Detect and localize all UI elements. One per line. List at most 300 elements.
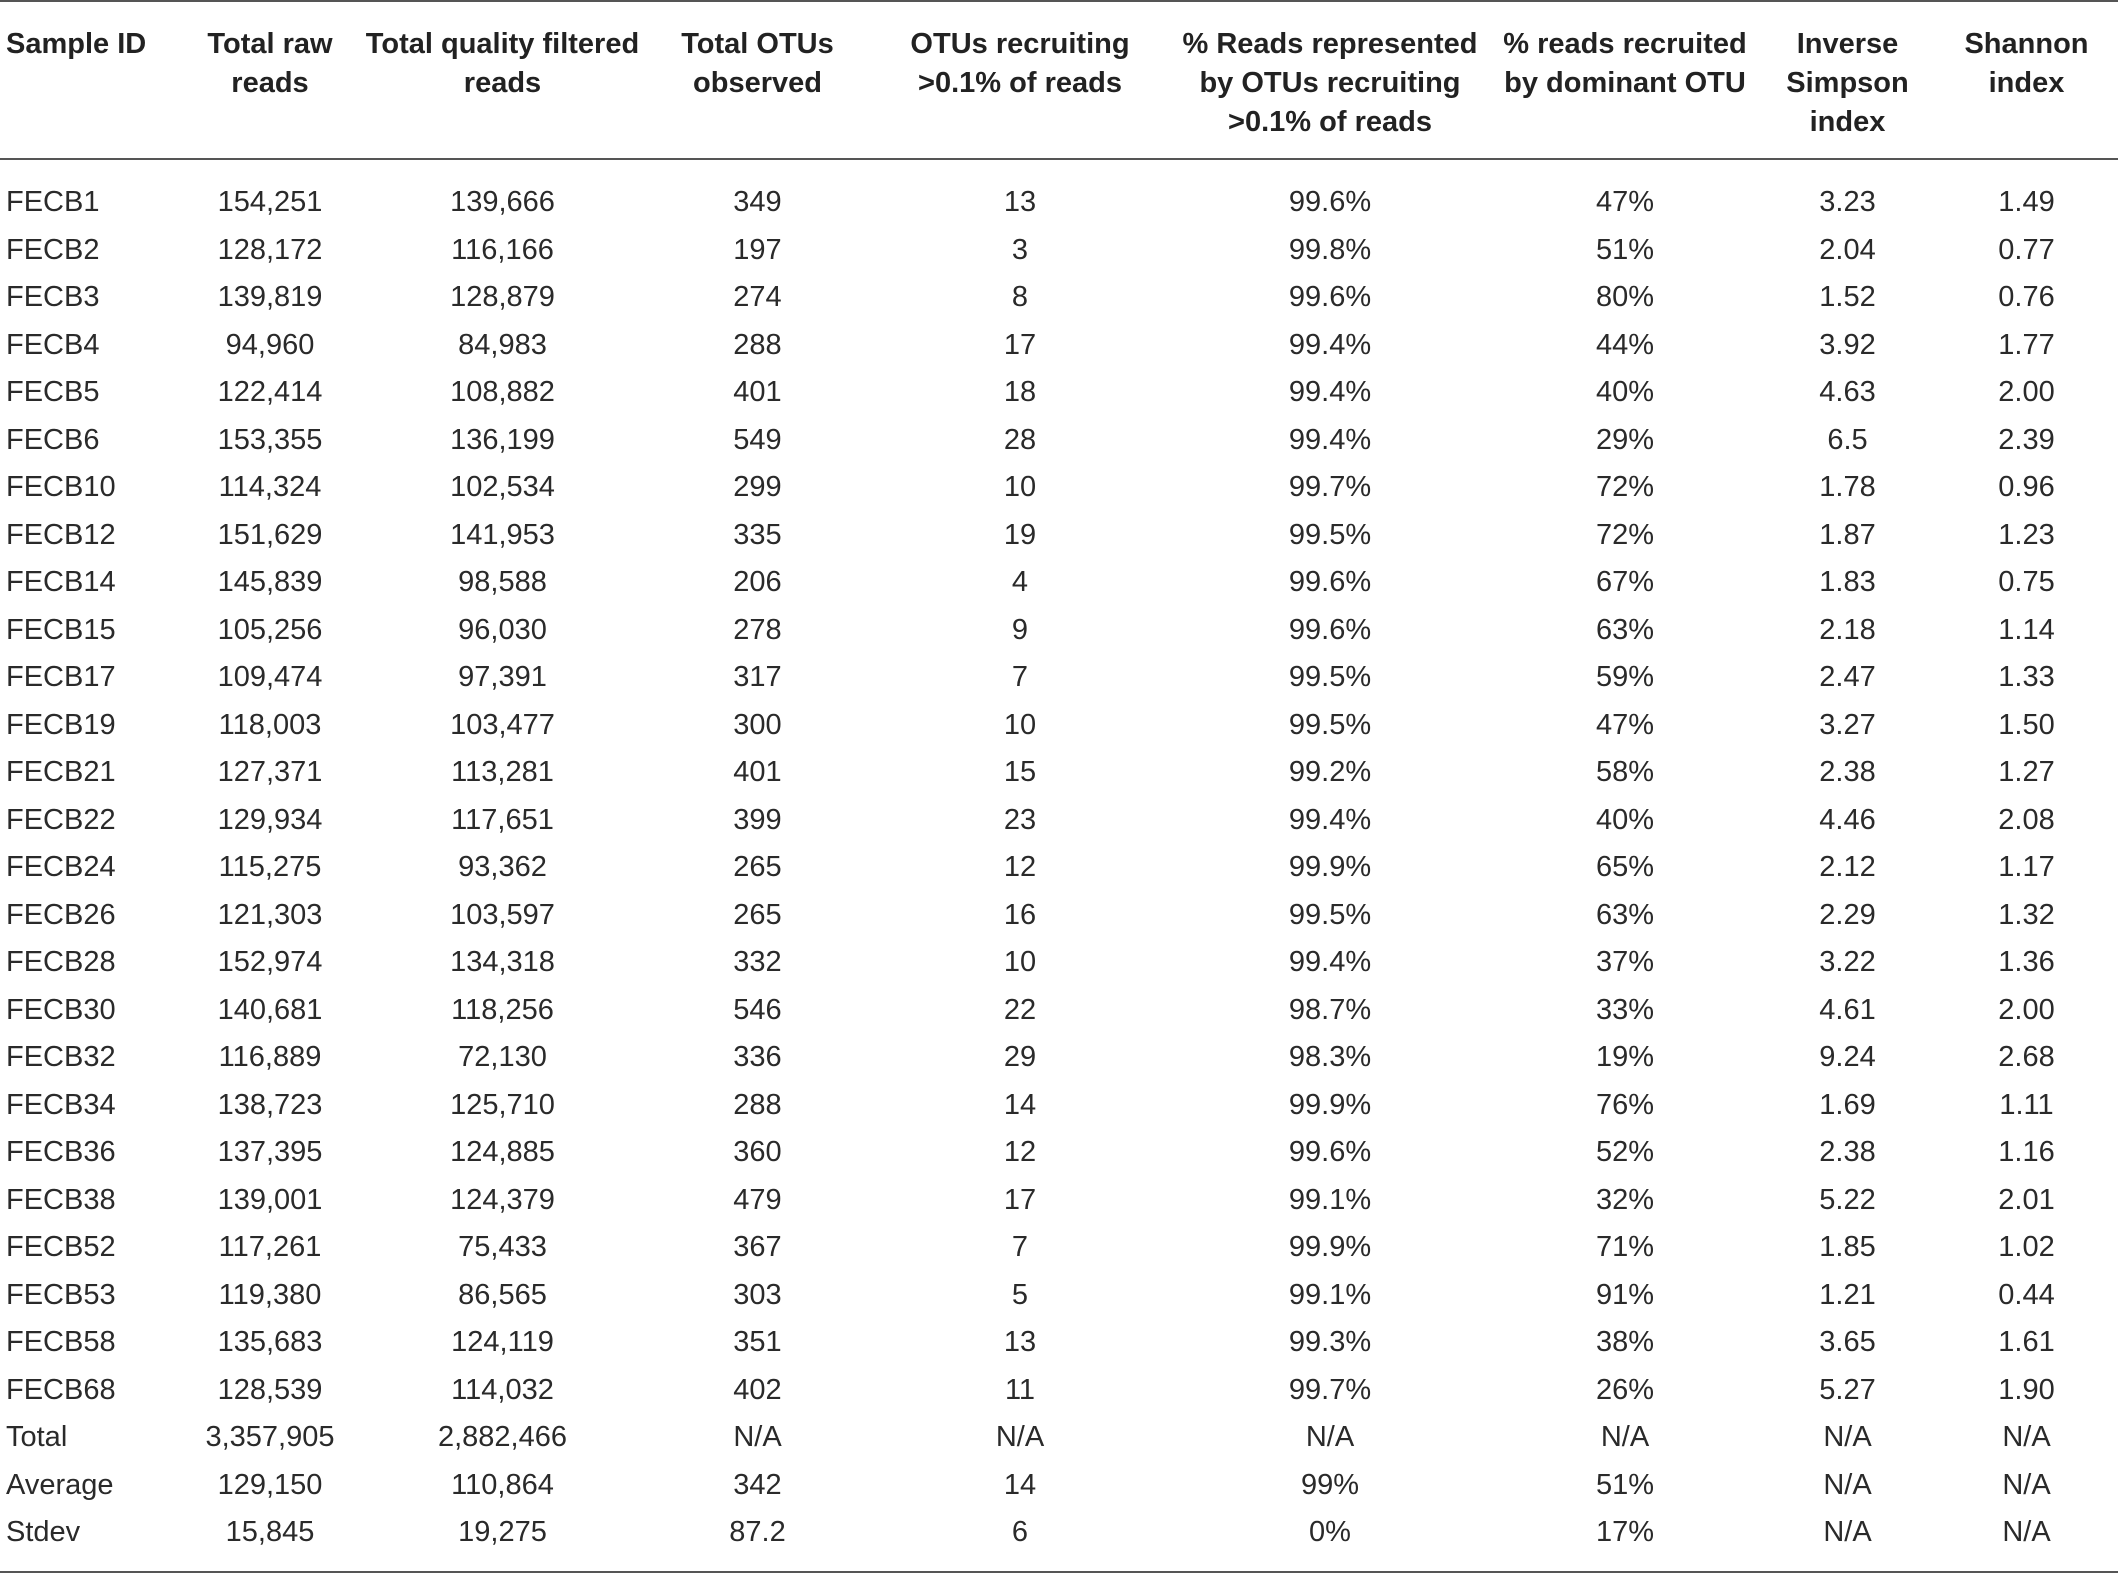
table-cell: N/A bbox=[1760, 1509, 1935, 1572]
table-cell: 47% bbox=[1595, 708, 1655, 741]
table-cell: 7 bbox=[1011, 661, 1029, 693]
sample-id-cell: FECB30 bbox=[6, 993, 116, 1026]
table-cell: 99.1% bbox=[1288, 1278, 1372, 1311]
table-cell: 8 bbox=[1011, 281, 1029, 313]
table-cell: 1.85 bbox=[1819, 1231, 1876, 1263]
table-cell: 124,379 bbox=[450, 1183, 555, 1216]
table-cell: 22 bbox=[1003, 993, 1037, 1026]
table-cell: 96,030 bbox=[458, 613, 547, 646]
table-cell: 2.12 bbox=[1819, 851, 1876, 883]
table-cell: 99.8% bbox=[1288, 233, 1372, 266]
table-cell: 1.77 bbox=[1998, 328, 2055, 361]
table-cell: 367 bbox=[733, 1231, 782, 1263]
table-cell: 40% bbox=[1595, 376, 1655, 408]
table-row bbox=[0, 322, 2118, 370]
table-cell: 109,474 bbox=[217, 661, 323, 693]
table-cell: N/A bbox=[1823, 1421, 1872, 1453]
table-cell: N/A bbox=[1305, 1421, 1355, 1453]
table-cell: 16 bbox=[1003, 898, 1037, 931]
table-cell: 303 bbox=[733, 1278, 782, 1311]
table-cell: 360 bbox=[733, 1136, 782, 1168]
sample-id-cell: FECB12 bbox=[6, 518, 116, 551]
table-cell: 99.4% bbox=[1288, 946, 1372, 978]
table-cell: 139,001 bbox=[217, 1183, 323, 1216]
table-cell: 59% bbox=[1595, 661, 1655, 693]
table-cell: 1.16 bbox=[1998, 1136, 2055, 1168]
table-cell: 17% bbox=[1490, 1509, 1760, 1572]
table-cell: 40% bbox=[1595, 803, 1655, 836]
sample-id-cell: FECB58 bbox=[6, 1326, 116, 1358]
table-cell: 2.38 bbox=[1819, 1136, 1876, 1168]
table-cell: 3.92 bbox=[1819, 328, 1876, 361]
table-cell: 13 bbox=[1003, 186, 1037, 218]
table-cell: 86,565 bbox=[458, 1278, 547, 1311]
table-cell: 9 bbox=[1011, 613, 1029, 646]
column-header: OTUs recruiting >0.1% of reads bbox=[870, 1, 1170, 159]
sample-id-cell: FECB5 bbox=[6, 376, 100, 408]
table-row bbox=[0, 1367, 2118, 1415]
table-cell: 122,414 bbox=[217, 376, 323, 408]
table-cell: 1.69 bbox=[1819, 1088, 1876, 1121]
table-cell: 2.39 bbox=[1998, 423, 2055, 456]
sample-id-cell: FECB38 bbox=[6, 1183, 116, 1216]
table-cell: 99.4% bbox=[1288, 803, 1372, 836]
table-cell: 5 bbox=[1011, 1278, 1029, 1311]
table-cell: 108,882 bbox=[450, 376, 555, 408]
table-cell: 1.36 bbox=[1998, 946, 2055, 978]
table-cell: 102,534 bbox=[450, 471, 555, 503]
table-cell: 99.6% bbox=[1288, 566, 1372, 598]
table-cell: 116,889 bbox=[218, 1041, 322, 1073]
table-cell: 99.4% bbox=[1288, 376, 1372, 408]
table-cell: 0.76 bbox=[1998, 281, 2055, 313]
column-header: Inverse Simpson index bbox=[1760, 1, 1935, 159]
table-cell: 103,597 bbox=[450, 898, 555, 931]
table-row bbox=[0, 227, 2118, 275]
table-cell: 14 bbox=[1003, 1088, 1037, 1121]
table-cell: 332 bbox=[733, 946, 782, 978]
table-cell: 99.7% bbox=[1288, 471, 1372, 503]
table-cell: 97,391 bbox=[458, 661, 547, 693]
table-cell: 10 bbox=[1003, 471, 1037, 503]
table-row bbox=[0, 607, 2118, 655]
table-cell: 5.27 bbox=[1819, 1373, 1876, 1406]
table-cell: 2,882,466 bbox=[437, 1421, 567, 1453]
table-cell: 127,371 bbox=[217, 756, 323, 788]
table-cell: 151,629 bbox=[217, 518, 323, 551]
table-cell: 99.6% bbox=[1288, 281, 1372, 313]
column-header: Sample ID bbox=[0, 1, 180, 159]
header-row bbox=[0, 1, 2118, 159]
table-cell: 119,380 bbox=[218, 1278, 322, 1311]
table-cell: 0.44 bbox=[1998, 1278, 2055, 1311]
table-cell: 28 bbox=[1003, 423, 1037, 456]
column-header: % reads recruited by dominant OTU bbox=[1490, 1, 1760, 159]
table-cell: 2.00 bbox=[1998, 993, 2055, 1026]
table-cell: 2.68 bbox=[1998, 1041, 2055, 1073]
table-cell: 2.01 bbox=[1998, 1183, 2055, 1216]
table-cell: 6.5 bbox=[1827, 423, 1868, 456]
table-cell: 129,934 bbox=[217, 803, 323, 836]
table-row bbox=[0, 1177, 2118, 1225]
table-cell: 1.17 bbox=[1998, 851, 2055, 883]
table-cell: 2.47 bbox=[1819, 661, 1876, 693]
table-cell: 479 bbox=[733, 1183, 782, 1216]
table-cell: 351 bbox=[733, 1326, 782, 1358]
table-cell: 1.21 bbox=[1819, 1278, 1876, 1311]
table-row bbox=[0, 274, 2118, 322]
table-cell: 72% bbox=[1595, 518, 1655, 551]
table-cell: 139,666 bbox=[450, 186, 555, 218]
table-cell: 402 bbox=[733, 1373, 782, 1406]
table-cell: 335 bbox=[733, 518, 782, 551]
table-cell: 26% bbox=[1595, 1373, 1655, 1406]
table-cell: 99.4% bbox=[1288, 423, 1372, 456]
table-cell: 116,166 bbox=[451, 233, 554, 266]
table-cell: 4.61 bbox=[1819, 993, 1876, 1026]
table-cell: 113,281 bbox=[451, 756, 554, 788]
table-row bbox=[0, 559, 2118, 607]
table-cell: 4 bbox=[1011, 566, 1029, 598]
table-cell: 47% bbox=[1595, 186, 1655, 218]
sample-id-cell: Total bbox=[6, 1421, 68, 1453]
sample-id-cell: FECB52 bbox=[6, 1231, 116, 1263]
sample-id-cell: FECB2 bbox=[6, 233, 100, 266]
table-cell: N/A bbox=[1935, 1509, 2118, 1572]
table-cell: 99.1% bbox=[1288, 1183, 1372, 1216]
table-cell: 125,710 bbox=[450, 1088, 555, 1121]
table-cell: 3.22 bbox=[1819, 946, 1876, 978]
table-cell: 87.2 bbox=[645, 1509, 870, 1572]
table-cell: 99.5% bbox=[1288, 518, 1372, 551]
table-cell: 1.50 bbox=[1998, 708, 2055, 741]
table-cell: 1.02 bbox=[1998, 1231, 2055, 1263]
sample-id-cell: FECB34 bbox=[6, 1088, 116, 1121]
table-cell: 7 bbox=[1011, 1231, 1029, 1263]
table-cell: 401 bbox=[733, 756, 782, 788]
table-cell: 265 bbox=[733, 898, 782, 931]
table-cell: 99.5% bbox=[1288, 898, 1372, 931]
table-cell: 99.6% bbox=[1288, 1136, 1372, 1168]
table-cell: 99% bbox=[1300, 1468, 1360, 1501]
table-cell: 72% bbox=[1595, 471, 1655, 503]
table-cell: 3.65 bbox=[1819, 1326, 1876, 1358]
table-cell: 99.6% bbox=[1288, 613, 1372, 646]
sample-id-cell: FECB3 bbox=[6, 281, 100, 313]
table-cell: 99.5% bbox=[1288, 661, 1372, 693]
table-cell: 2.18 bbox=[1819, 613, 1876, 646]
sample-id-cell: FECB4 bbox=[6, 328, 100, 361]
table-cell: 1.27 bbox=[1998, 756, 2055, 788]
table-cell: 99.7% bbox=[1288, 1373, 1372, 1406]
table-cell: 44% bbox=[1595, 328, 1655, 361]
table-cell: N/A bbox=[733, 1421, 782, 1453]
table-cell: 6 bbox=[870, 1509, 1170, 1572]
table-row bbox=[0, 749, 2118, 797]
table-cell: 206 bbox=[733, 566, 782, 598]
table-cell: 105,256 bbox=[217, 613, 323, 646]
table-cell: 117,261 bbox=[218, 1231, 322, 1263]
table-row bbox=[0, 1462, 2118, 1510]
table-cell: 349 bbox=[733, 186, 782, 218]
table-cell: 75,433 bbox=[458, 1231, 547, 1263]
table-cell: 1.23 bbox=[1998, 518, 2055, 551]
table-cell: 99.4% bbox=[1288, 328, 1372, 361]
table-cell: 317 bbox=[733, 661, 782, 693]
table-cell: 128,172 bbox=[217, 233, 323, 266]
table-cell: 67% bbox=[1595, 566, 1655, 598]
table-cell: 2.00 bbox=[1998, 376, 2055, 408]
table-cell: 152,974 bbox=[217, 946, 323, 978]
table-cell: 135,683 bbox=[217, 1326, 323, 1358]
table-cell: N/A bbox=[1823, 1468, 1872, 1501]
table-cell: 141,953 bbox=[450, 518, 555, 551]
table-row bbox=[0, 1319, 2118, 1367]
sample-id-cell: Average bbox=[6, 1468, 114, 1501]
table-cell: 137,395 bbox=[217, 1136, 323, 1168]
table-cell: 342 bbox=[733, 1468, 782, 1501]
table-cell: 1.78 bbox=[1819, 471, 1876, 503]
table-cell: 299 bbox=[733, 471, 782, 503]
table-cell: 336 bbox=[733, 1041, 782, 1073]
table-row bbox=[0, 844, 2118, 892]
sample-id-cell: Stdev bbox=[0, 1509, 180, 1572]
table-cell: 99.9% bbox=[1288, 851, 1372, 883]
table-cell: 153,355 bbox=[217, 423, 323, 456]
sample-id-cell: FECB36 bbox=[6, 1136, 116, 1168]
table-row bbox=[0, 1272, 2118, 1320]
sample-id-cell: FECB53 bbox=[6, 1278, 116, 1311]
sample-id-cell: FECB28 bbox=[6, 946, 116, 978]
sample-id-cell: FECB6 bbox=[6, 423, 100, 456]
table-header bbox=[0, 1, 2118, 159]
table-cell: N/A bbox=[1600, 1421, 1650, 1453]
table-cell: 265 bbox=[733, 851, 782, 883]
table-row bbox=[0, 369, 2118, 417]
table-row bbox=[0, 1224, 2118, 1272]
table-cell: 1.33 bbox=[1998, 661, 2055, 693]
table-cell: 1.11 bbox=[1999, 1088, 2054, 1121]
table-cell: 110,864 bbox=[451, 1468, 554, 1501]
sample-id-cell: FECB68 bbox=[6, 1373, 116, 1406]
column-header: Total raw reads bbox=[180, 1, 360, 159]
table-cell: 114,032 bbox=[451, 1373, 554, 1406]
table-cell: 98.3% bbox=[1288, 1041, 1372, 1073]
sample-id-cell: FECB17 bbox=[6, 661, 116, 693]
table-body bbox=[0, 159, 2118, 1572]
table-cell: 401 bbox=[733, 376, 782, 408]
table-cell: 71% bbox=[1595, 1231, 1655, 1263]
table-cell: 33% bbox=[1595, 993, 1655, 1026]
column-header: % Reads represented by OTUs recruiting >0.1% of reads bbox=[1170, 1, 1490, 159]
table-cell: 17 bbox=[1003, 328, 1037, 361]
table-cell: 19,275 bbox=[360, 1509, 645, 1572]
table-cell: 5.22 bbox=[1819, 1183, 1876, 1216]
column-header: Total OTUs observed bbox=[645, 1, 870, 159]
table-cell: 32% bbox=[1595, 1183, 1655, 1216]
table-cell: N/A bbox=[2002, 1468, 2051, 1501]
table-row bbox=[0, 1034, 2118, 1082]
table-cell: N/A bbox=[2002, 1421, 2051, 1453]
table-cell: 0.77 bbox=[1998, 233, 2055, 266]
table-cell: 128,539 bbox=[217, 1373, 323, 1406]
sample-id-cell: FECB21 bbox=[6, 756, 116, 788]
table-cell: 549 bbox=[733, 423, 782, 456]
table-cell: 93,362 bbox=[458, 851, 547, 883]
table-cell: 65% bbox=[1595, 851, 1655, 883]
table-row bbox=[0, 417, 2118, 465]
sample-id-cell: FECB26 bbox=[6, 898, 116, 931]
table-cell: 17 bbox=[1003, 1183, 1037, 1216]
table-cell: 38% bbox=[1595, 1326, 1655, 1358]
table-cell: 63% bbox=[1595, 898, 1655, 931]
table-cell: 15,845 bbox=[180, 1509, 360, 1572]
table-cell: 145,839 bbox=[217, 566, 323, 598]
table-row bbox=[0, 1082, 2118, 1130]
sample-id-cell: FECB15 bbox=[6, 613, 116, 646]
table-cell: 139,819 bbox=[217, 281, 323, 313]
table-cell: 2.29 bbox=[1819, 898, 1876, 931]
table-cell: 99.2% bbox=[1288, 756, 1372, 788]
table-cell: 12 bbox=[1003, 1136, 1037, 1168]
table-row bbox=[0, 1414, 2118, 1462]
table-row bbox=[0, 1129, 2118, 1177]
table-cell: 99.6% bbox=[1288, 186, 1372, 218]
table-cell: 4.63 bbox=[1819, 376, 1876, 408]
table-cell: 15 bbox=[1003, 756, 1037, 788]
table-row bbox=[0, 939, 2118, 987]
table-cell: 9.24 bbox=[1819, 1041, 1876, 1073]
sample-id-cell: FECB22 bbox=[6, 803, 116, 836]
table-cell: 1.61 bbox=[1998, 1326, 2055, 1358]
table-cell: 1.87 bbox=[1819, 518, 1876, 551]
table-cell: 37% bbox=[1595, 946, 1655, 978]
table-cell: 288 bbox=[733, 1088, 782, 1121]
table-cell: 124,119 bbox=[451, 1326, 554, 1358]
sample-id-cell: FECB19 bbox=[6, 708, 116, 741]
table-cell: 51% bbox=[1595, 1468, 1655, 1501]
table-row bbox=[0, 702, 2118, 750]
table-cell: 14 bbox=[1003, 1468, 1037, 1501]
table-cell: 121,303 bbox=[217, 898, 323, 931]
column-header: Shannon index bbox=[1935, 1, 2118, 159]
table-cell: 12 bbox=[1003, 851, 1037, 883]
sample-id-cell: FECB10 bbox=[6, 471, 116, 503]
table-cell: 118,256 bbox=[451, 993, 554, 1026]
table-cell: 19 bbox=[1003, 518, 1037, 551]
table-cell: 52% bbox=[1595, 1136, 1655, 1168]
table-row bbox=[0, 987, 2118, 1035]
table-cell: 99.5% bbox=[1288, 708, 1372, 741]
table-row bbox=[0, 1509, 2118, 1572]
table-cell: 288 bbox=[733, 328, 782, 361]
table-cell: 114,324 bbox=[218, 471, 322, 503]
table-cell: 138,723 bbox=[217, 1088, 323, 1121]
table-cell: 2.08 bbox=[1998, 803, 2055, 836]
table-cell: 115,275 bbox=[218, 851, 322, 883]
table-cell: 154,251 bbox=[217, 186, 323, 218]
table-cell: 300 bbox=[733, 708, 782, 741]
table-cell: 63% bbox=[1595, 613, 1655, 646]
table-cell: 118,003 bbox=[218, 708, 322, 741]
table-cell: 99.3% bbox=[1288, 1326, 1372, 1358]
table-row bbox=[0, 892, 2118, 940]
table-row bbox=[0, 464, 2118, 512]
sample-id-cell: FECB24 bbox=[6, 851, 116, 883]
table-cell: 98,588 bbox=[458, 566, 547, 598]
table-cell: 99.9% bbox=[1288, 1231, 1372, 1263]
table-cell: N/A bbox=[995, 1421, 1045, 1453]
sample-id-cell: FECB14 bbox=[6, 566, 116, 598]
table-cell: 72,130 bbox=[458, 1041, 547, 1073]
table-cell: 94,960 bbox=[225, 328, 315, 361]
table-cell: 140,681 bbox=[217, 993, 323, 1026]
table-cell: 1.90 bbox=[1998, 1373, 2055, 1406]
table-cell: 1.32 bbox=[1998, 898, 2055, 931]
table-cell: 58% bbox=[1595, 756, 1655, 788]
table-cell: 4.46 bbox=[1819, 803, 1876, 836]
table-cell: 103,477 bbox=[450, 708, 555, 741]
table-cell: 23 bbox=[1003, 803, 1037, 836]
sample-id-cell: FECB1 bbox=[6, 186, 100, 218]
table-cell: 136,199 bbox=[450, 423, 555, 456]
table-cell: 91% bbox=[1595, 1278, 1655, 1311]
table-cell: 98.7% bbox=[1288, 993, 1372, 1026]
table-row bbox=[0, 654, 2118, 702]
table-cell: 29 bbox=[1003, 1041, 1037, 1073]
table-cell: 134,318 bbox=[450, 946, 555, 978]
table-cell: 129,150 bbox=[217, 1468, 323, 1501]
table-cell: 3.23 bbox=[1819, 186, 1876, 218]
table-cell: 0% bbox=[1170, 1509, 1490, 1572]
table-cell: 399 bbox=[733, 803, 782, 836]
table-cell: 18 bbox=[1003, 376, 1037, 408]
table-cell: 2.38 bbox=[1819, 756, 1876, 788]
table-cell: 1.14 bbox=[1998, 613, 2055, 646]
table-cell: 51% bbox=[1595, 233, 1655, 266]
table-row bbox=[0, 159, 2118, 227]
table-cell: 278 bbox=[733, 613, 782, 646]
table-cell: 546 bbox=[733, 993, 782, 1026]
table-cell: 1.52 bbox=[1819, 281, 1876, 313]
table-cell: 3.27 bbox=[1819, 708, 1876, 741]
table-cell: 0.75 bbox=[1998, 566, 2055, 598]
table-cell: 0.96 bbox=[1998, 471, 2055, 503]
table-row bbox=[0, 797, 2118, 845]
column-header: Total quality filtered reads bbox=[360, 1, 645, 159]
table-cell: 84,983 bbox=[458, 328, 547, 361]
table-cell: 10 bbox=[1003, 708, 1037, 741]
table-cell: 11 bbox=[1004, 1373, 1036, 1406]
table-cell: 29% bbox=[1595, 423, 1655, 456]
table-cell: 80% bbox=[1595, 281, 1655, 313]
table-cell: 117,651 bbox=[451, 803, 554, 836]
table-cell: 274 bbox=[733, 281, 782, 313]
table-cell: 197 bbox=[733, 233, 782, 266]
table-cell: 3,357,905 bbox=[205, 1421, 335, 1453]
table-cell: 76% bbox=[1595, 1088, 1655, 1121]
table-row bbox=[0, 512, 2118, 560]
table-cell: 1.49 bbox=[1998, 186, 2055, 218]
table-cell: 99.9% bbox=[1288, 1088, 1372, 1121]
table-cell: 1.83 bbox=[1819, 566, 1876, 598]
table-cell: 128,879 bbox=[450, 281, 555, 313]
table-cell: 19% bbox=[1595, 1041, 1655, 1073]
table-cell: 3 bbox=[1011, 233, 1029, 266]
table-cell: 2.04 bbox=[1819, 233, 1876, 266]
table-cell: 124,885 bbox=[450, 1136, 555, 1168]
table-cell: 10 bbox=[1003, 946, 1037, 978]
